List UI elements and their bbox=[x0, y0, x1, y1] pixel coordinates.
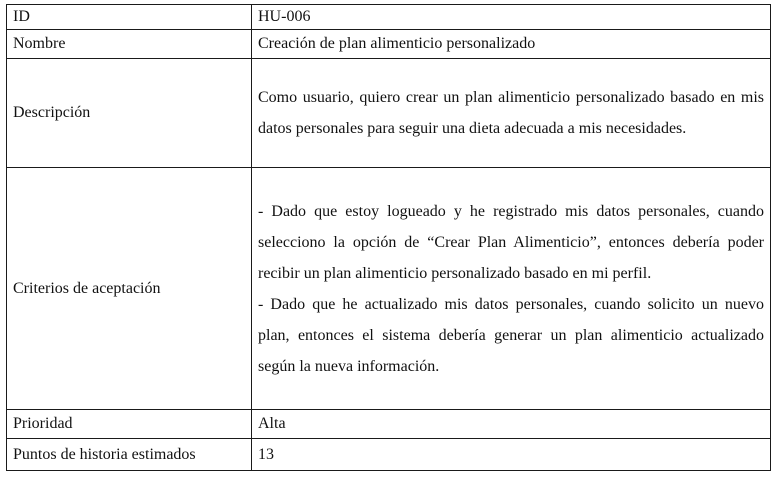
criteria-label: Criterios de aceptación bbox=[7, 168, 252, 410]
criteria-value bbox=[252, 168, 771, 410]
row-id bbox=[7, 5, 771, 30]
row-criteria bbox=[7, 168, 771, 410]
user-story-table bbox=[6, 4, 771, 471]
id-value: HU-006 bbox=[252, 5, 771, 30]
row-priority bbox=[7, 410, 771, 439]
priority-label: Prioridad bbox=[7, 410, 252, 439]
id-label: ID bbox=[7, 5, 252, 30]
row-story-points bbox=[7, 439, 771, 471]
criterion-item: - Dado que estoy logueado y he registrado mis datos personales, cuando selecciono la opción de “Crear Plan Alimenticio”, entonces debería poder recibir un plan alimenticio personalizado basado en mi perfil. bbox=[258, 202, 764, 282]
criterion-item: - Dado que he actualizado mis datos personales, cuando solicito un nuevo plan, entonces el sistema debería generar un plan alimenticio actualizado según la nueva información. bbox=[258, 295, 764, 375]
row-name bbox=[7, 30, 771, 59]
story-points-value: 13 bbox=[252, 439, 771, 471]
row-description bbox=[7, 59, 771, 168]
name-value: Creación de plan alimenticio personalizado bbox=[252, 30, 771, 59]
story-points-label: Puntos de historia estimados bbox=[7, 439, 252, 471]
name-label: Nombre bbox=[7, 30, 252, 59]
description-value: Como usuario, quiero crear un plan alimenticio personalizado basado en mis datos personales para seguir una dieta adecuada a mis necesidades. bbox=[252, 59, 771, 168]
priority-value: Alta bbox=[252, 410, 771, 439]
description-label: Descripción bbox=[7, 59, 252, 168]
